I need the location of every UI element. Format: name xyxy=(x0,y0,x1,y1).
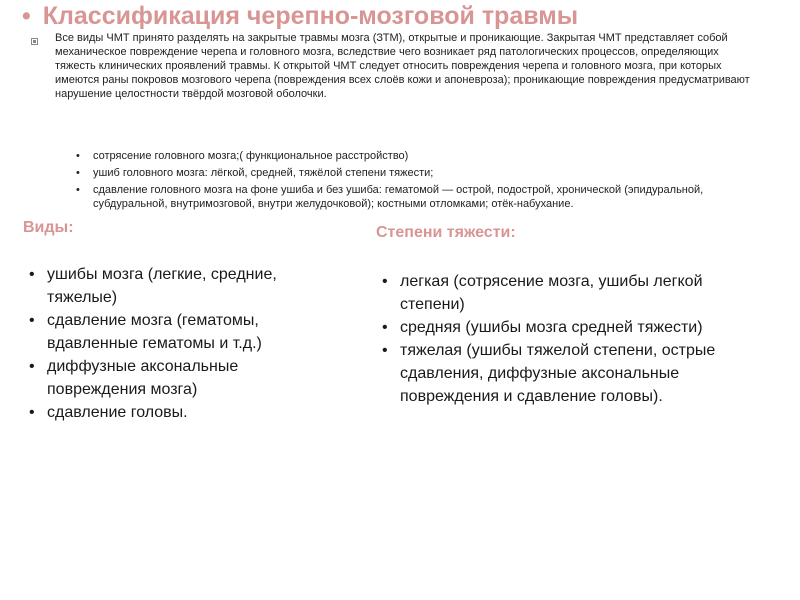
title-bullet: • xyxy=(22,2,31,30)
title-text: Классификация черепно-мозговой травмы xyxy=(42,2,579,30)
list-item: • ушиб головного мозга: лёгкой, средней, тяжёлой степени тяжести; xyxy=(72,166,762,180)
intro-paragraph: Все виды ЧМТ принято разделять на закрытые травмы мозга (ЗТМ), открытые и проникающие. Закрытая ЧМТ представляет собой механическое повреждение черепа и головного мозга, вследствие чего возникает ряд патологических процессов, определяющих тяжесть клинических проявлений травмы. К открытой ЧМТ следует относить повреждения черепа и головного мозга, при которых имеются раны покровов мозгового черепа (повреждения всех слоёв кожи и апоневроза); проникающие повреждения предусматривают нарушение целостности твёрдой мозговой оболочки. xyxy=(55,32,750,100)
list-item: • сдавление головного мозга на фоне ушиба и без ушиба: гематомой — острой, подострой, хронической (эпидуральной, субдуральной, внутримозговой, внутри желудочковой); костными отломками; отёк-набухание. xyxy=(72,183,762,211)
list-item: • сдавление головы. xyxy=(27,401,317,424)
list-item: • средняя (ушибы мозга средней тяжести) xyxy=(380,316,730,339)
injury-types-list xyxy=(72,149,762,214)
slide-title xyxy=(22,2,578,31)
severity-column-list xyxy=(380,270,730,408)
types-column-list xyxy=(27,263,317,424)
types-heading: Виды: xyxy=(23,219,74,236)
list-item: • легкая (сотрясение мозга, ушибы легкой степени) xyxy=(380,270,730,316)
list-item: • сотрясение головного мозга;( функциональное расстройство) xyxy=(72,149,762,163)
square-bullet-icon xyxy=(31,38,38,45)
list-item: • ушибы мозга (легкие, средние, тяжелые) xyxy=(27,263,317,309)
list-item: • тяжелая (ушибы тяжелой степени, острые сдавления, диффузные аксональные повреждения и сдавление головы). xyxy=(380,339,730,408)
severity-heading: Степени тяжести: xyxy=(376,224,516,241)
list-item: • сдавление мозга (гематомы, вдавленные гематомы и т.д.) xyxy=(27,309,317,355)
list-item: • диффузные аксональные повреждения мозга) xyxy=(27,355,317,401)
